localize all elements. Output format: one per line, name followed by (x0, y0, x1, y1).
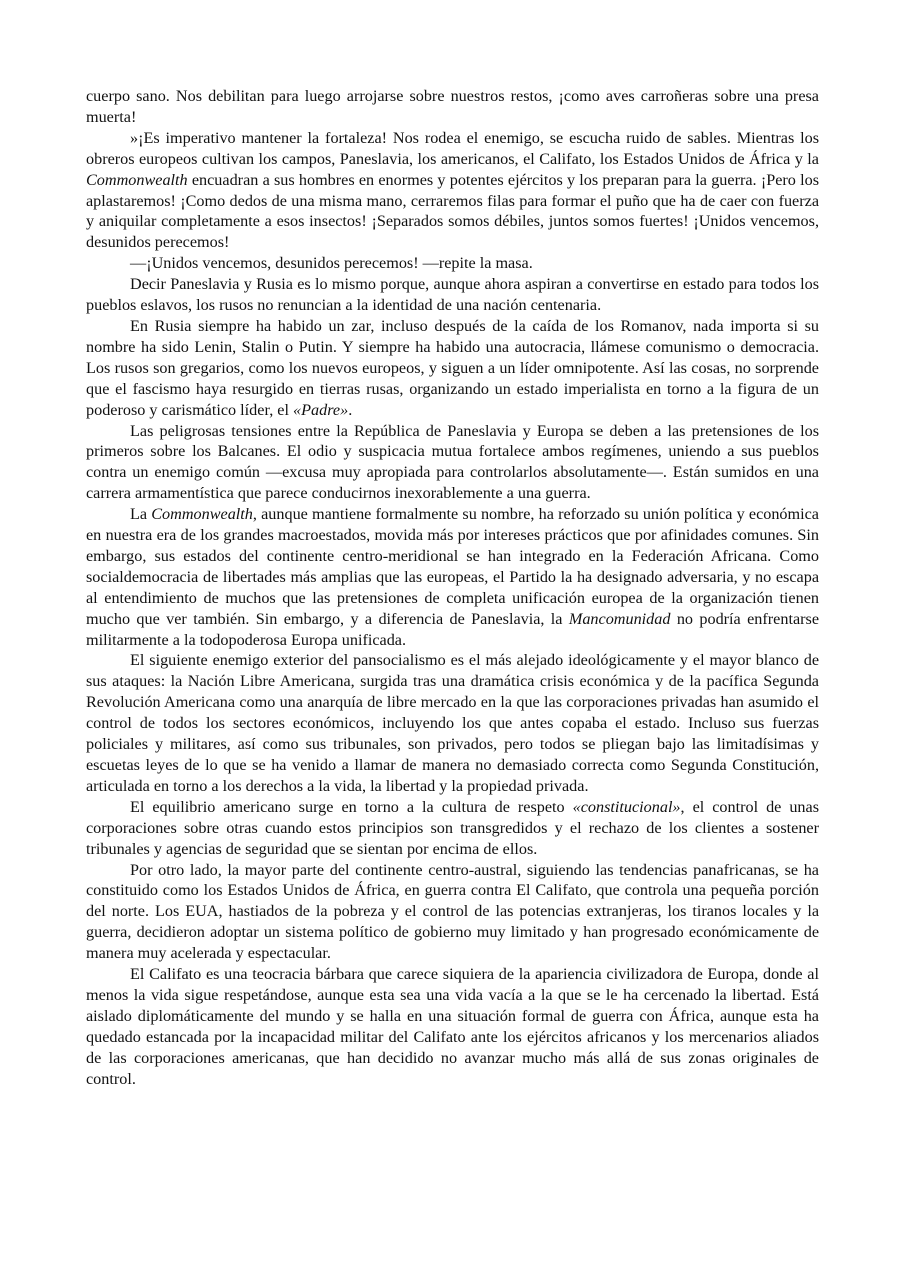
paragraph-text: Por otro lado, la mayor parte del continente centro-austral, siguiendo las tendencias panafricanas, se ha constituido como los Estados Unidos de África, en guerra contra El Califato, que controla una pequeña porción del norte. Los EUA, hastiados de la pobreza y el control de las potencias extranjeras, los tiranos locales y la guerra, decidieron adoptar un sistema político de gobierno muy limitado y han progresado económicamente de manera muy acelerada y espectacular. (86, 860, 819, 963)
italic-text: «constitucional» (572, 797, 681, 816)
paragraph-text: Decir Paneslavia y Rusia es lo mismo porque, aunque ahora aspiran a convertirse en estado para todos los pueblos eslavos, los rusos no renuncian a la identidad de una nación centenaria. (86, 275, 819, 315)
paragraph-text: . (348, 400, 353, 419)
paragraph-text: , aunque mantiene formalmente su nombre, ha reforzado su unión política y económica en nuestra era de los grandes macroestados, movida más por intereses prácticos que por afinidades comunes. Sin embargo, sus estados del continente centro-meridional se han integrado en la Federación Africana. Como socialdemocracia de libertades más amplias que las europeas, el Partido la ha designado adversaria, y no escapa al entendimiento de muchos que las pretensiones de completa unificación europea de la organización tienen mucho que ver también. Sin embargo, y a diferencia de Paneslavia, la (86, 505, 819, 628)
paragraph-text: no podría enfrentarse militarmente a la todopoderosa Europa unificada. (86, 609, 819, 649)
body-paragraph (86, 274, 819, 316)
body-paragraph (86, 421, 819, 505)
paragraph-text: El siguiente enemigo exterior del pansocialismo es el más alejado ideológicamente y el mayor blanco de sus ataques: la Nación Libre Americana, surgida tras una dramática crisis económica y de la pacífica Segunda Revolución Americana como una anarquía de libre mercado en la que las corporaciones privadas han asumido el control de todos los sectores económicos, incluyendo los que antes copaba el estado. Incluso sus fuerzas policiales y militares, así como sus tribunales, son privados, pero todos se pliegan bajo las limitadísimas y escuetas leyes de lo que se ha venido a llamar de manera no demasiado correcta como Segunda Constitución, articulada en torno a los derechos a la vida, la libertad y la propiedad privada. (86, 651, 819, 795)
paragraph-text: »¡Es imperativo mantener la fortaleza! Nos rodea el enemigo, se escucha ruido de sables. Mientras los obreros europeos cultivan los campos, Paneslavia, los americanos, el Califato, los Estados Unidos de África y la (86, 128, 819, 168)
italic-text: Mancomunidad (568, 609, 671, 628)
body-paragraph (86, 964, 819, 1089)
document-page (86, 86, 819, 1090)
paragraph-text: Las peligrosas tensiones entre la República de Paneslavia y Europa se deben a las pretensiones de los primeros sobre los Balcanes. El odio y suspicacia mutua fortalece ambos regímenes, uniendo a sus pueblos contra un enemigo común —excusa muy apropiada para controlarlos absolutamente—. Están sumidos en una carrera armamentística que parece conducirnos inexorablemente a una guerra. (86, 421, 819, 503)
paragraph-text: La (130, 505, 152, 524)
italic-text: «Padre» (293, 400, 349, 419)
paragraph-text: encuadran a sus hombres en enormes y potentes ejércitos y los preparan para la guerra. ¡Pero los aplastaremos! ¡Como dedos de una misma mano, cerraremos filas para formar el puño que ha de caer con fuerza y aniquilar completamente a esos insectos! ¡Separados somos débiles, juntos somos fuertes! ¡Unidos vencemos, desunidos perecemos! (86, 170, 819, 252)
body-paragraph (86, 504, 819, 650)
body-paragraph (86, 650, 819, 796)
paragraph-text: —¡Unidos vencemos, desunidos perecemos! —repite la masa. (130, 254, 533, 273)
body-paragraph (86, 316, 819, 421)
paragraph-text: El Califato es una teocracia bárbara que carece siquiera de la apariencia civilizadora de Europa, donde al menos la vida sigue respetándose, aunque esta sea una vida vacía a la que se le ha cercenado la libertad. Está aislado diplomáticamente del mundo y se halla en una situación formal de guerra con África, aunque esta ha quedado estancada por la incapacidad militar del Califato ante los ejércitos africanos y los mercenarios aliados de las corporaciones americanas, que han decidido no avanzar mucho más allá de sus zonas originales de control. (86, 965, 819, 1088)
body-paragraph (86, 128, 819, 253)
body-paragraph (86, 253, 819, 274)
italic-text: Commonwealth (86, 170, 188, 189)
body-paragraph (86, 797, 819, 860)
paragraph-text: cuerpo sano. Nos debilitan para luego arrojarse sobre nuestros restos, ¡como aves carroñeras sobre una presa muerta! (86, 87, 819, 126)
paragraph-text: El equilibrio americano surge en torno a la cultura de respeto (130, 797, 573, 816)
paragraph-text: En Rusia siempre ha habido un zar, incluso después de la caída de los Romanov, nada importa si su nombre ha sido Lenin, Stalin o Putin. Y siempre ha habido una autocracia, llámese comunismo o democracia. Los rusos son gregarios, como los nuevos europeos, y siguen a un líder omnipotente. Así las cosas, no sorprende que el fascismo haya resurgido en tierras rusas, organizando un estado imperialista en torno a la figura de un poderoso y carismático líder, el (86, 316, 819, 419)
body-paragraph (86, 86, 819, 128)
italic-text: Commonwealth (151, 505, 253, 524)
paragraph-text: , el control de unas corporaciones sobre otras cuando estos principios son transgredidos y el rechazo de los clientes a sostener tribunales y agencias de seguridad que se sientan por encima de ellos. (86, 797, 820, 858)
body-paragraph (86, 860, 819, 965)
